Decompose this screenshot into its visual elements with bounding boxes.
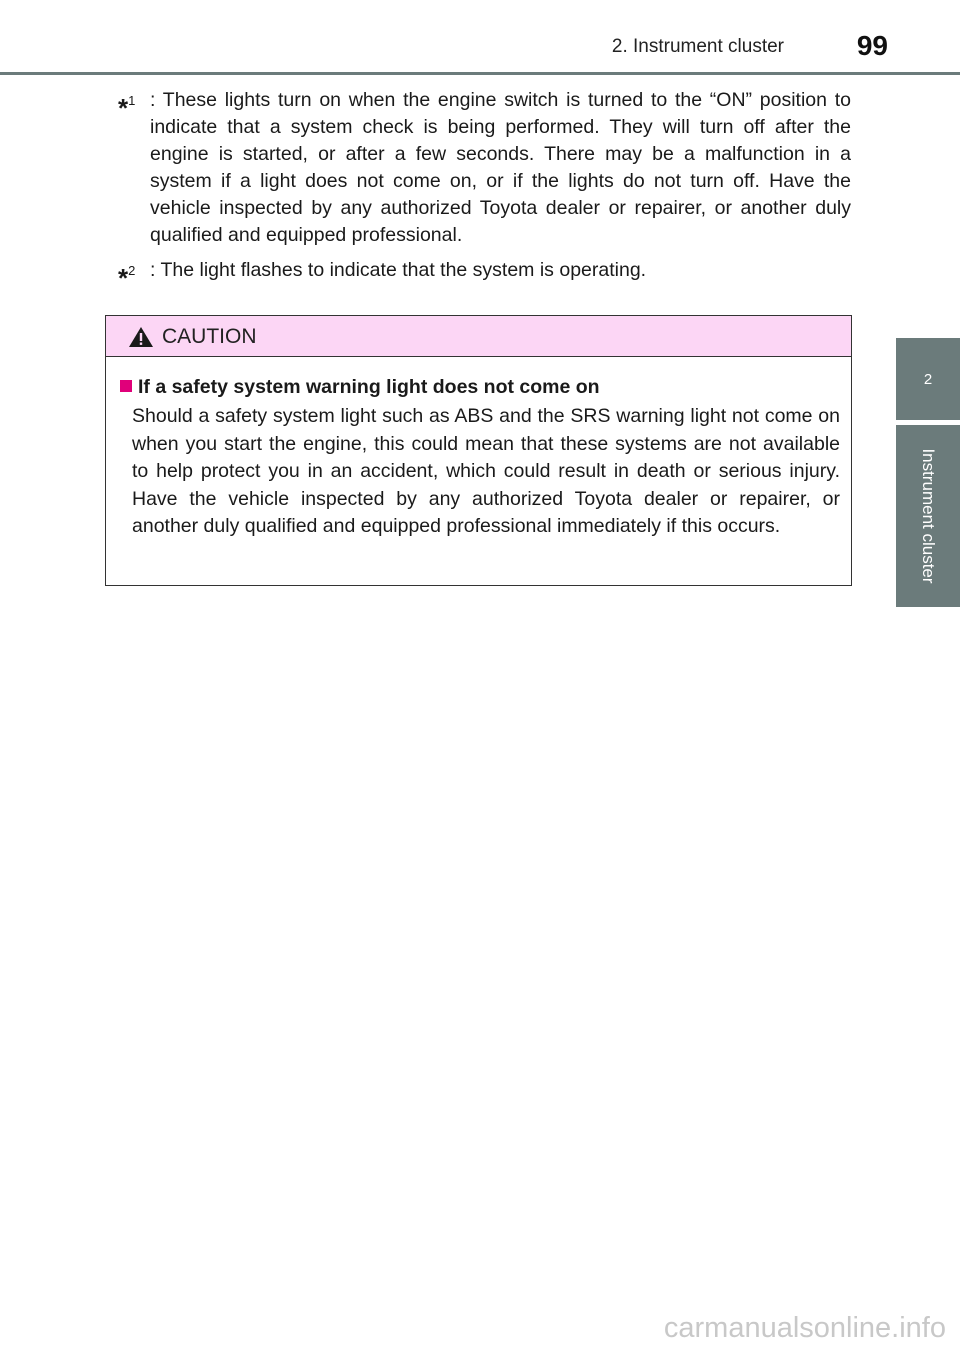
footnote-2 bbox=[118, 257, 851, 293]
header-section-title: 2. Instrument cluster bbox=[611, 36, 784, 57]
footnote-number: 2 bbox=[128, 263, 136, 278]
chapter-number-tab: 2 bbox=[896, 338, 960, 420]
footnote-marker bbox=[118, 87, 135, 122]
caution-header bbox=[106, 316, 851, 357]
page-number: 99 bbox=[856, 30, 888, 61]
footnote-text: : The light flashes to indicate that the system is operating. bbox=[150, 259, 647, 281]
caution-subheading bbox=[120, 376, 600, 399]
footnote-text: : These lights turn on when the engine switch is turned to the “ON” position to indicate that a system check is being performed. They will turn off after the engine is started, or after a few seconds. There may be a malfunction in a system if a light does not come on, or if the lights do not turn off. Have the vehicle inspected by any authorized Toyota dealer or repairer, or another duly qualified and equipped professional. bbox=[150, 89, 851, 246]
asterisk-mark: * bbox=[118, 93, 129, 123]
square-bullet-icon bbox=[120, 380, 132, 392]
chapter-label-tab bbox=[896, 425, 960, 607]
watermark: carmanualsonline.info bbox=[663, 1312, 946, 1344]
footnote-1 bbox=[118, 87, 851, 249]
footnote-marker bbox=[118, 257, 135, 292]
chapter-label: Instrument cluster bbox=[919, 448, 938, 584]
asterisk-mark: * bbox=[118, 263, 129, 293]
header-rule bbox=[0, 72, 960, 75]
warning-triangle-icon bbox=[128, 326, 154, 348]
caution-title: CAUTION bbox=[162, 325, 257, 348]
caution-subheading-text: If a safety system warning light does not come on bbox=[138, 376, 600, 398]
footnote-number: 1 bbox=[128, 93, 136, 108]
caution-body: Should a safety system light such as ABS and the SRS warning light not come on when you start the engine, this could mean that these systems are not available to help protect you in an accident, which could result in death or serious injury. Have the vehicle inspected by any authorized Toyota dealer or repairer, or another duly qualified and equipped professional immediately if this occurs. bbox=[132, 405, 840, 537]
caution-box bbox=[105, 315, 852, 586]
